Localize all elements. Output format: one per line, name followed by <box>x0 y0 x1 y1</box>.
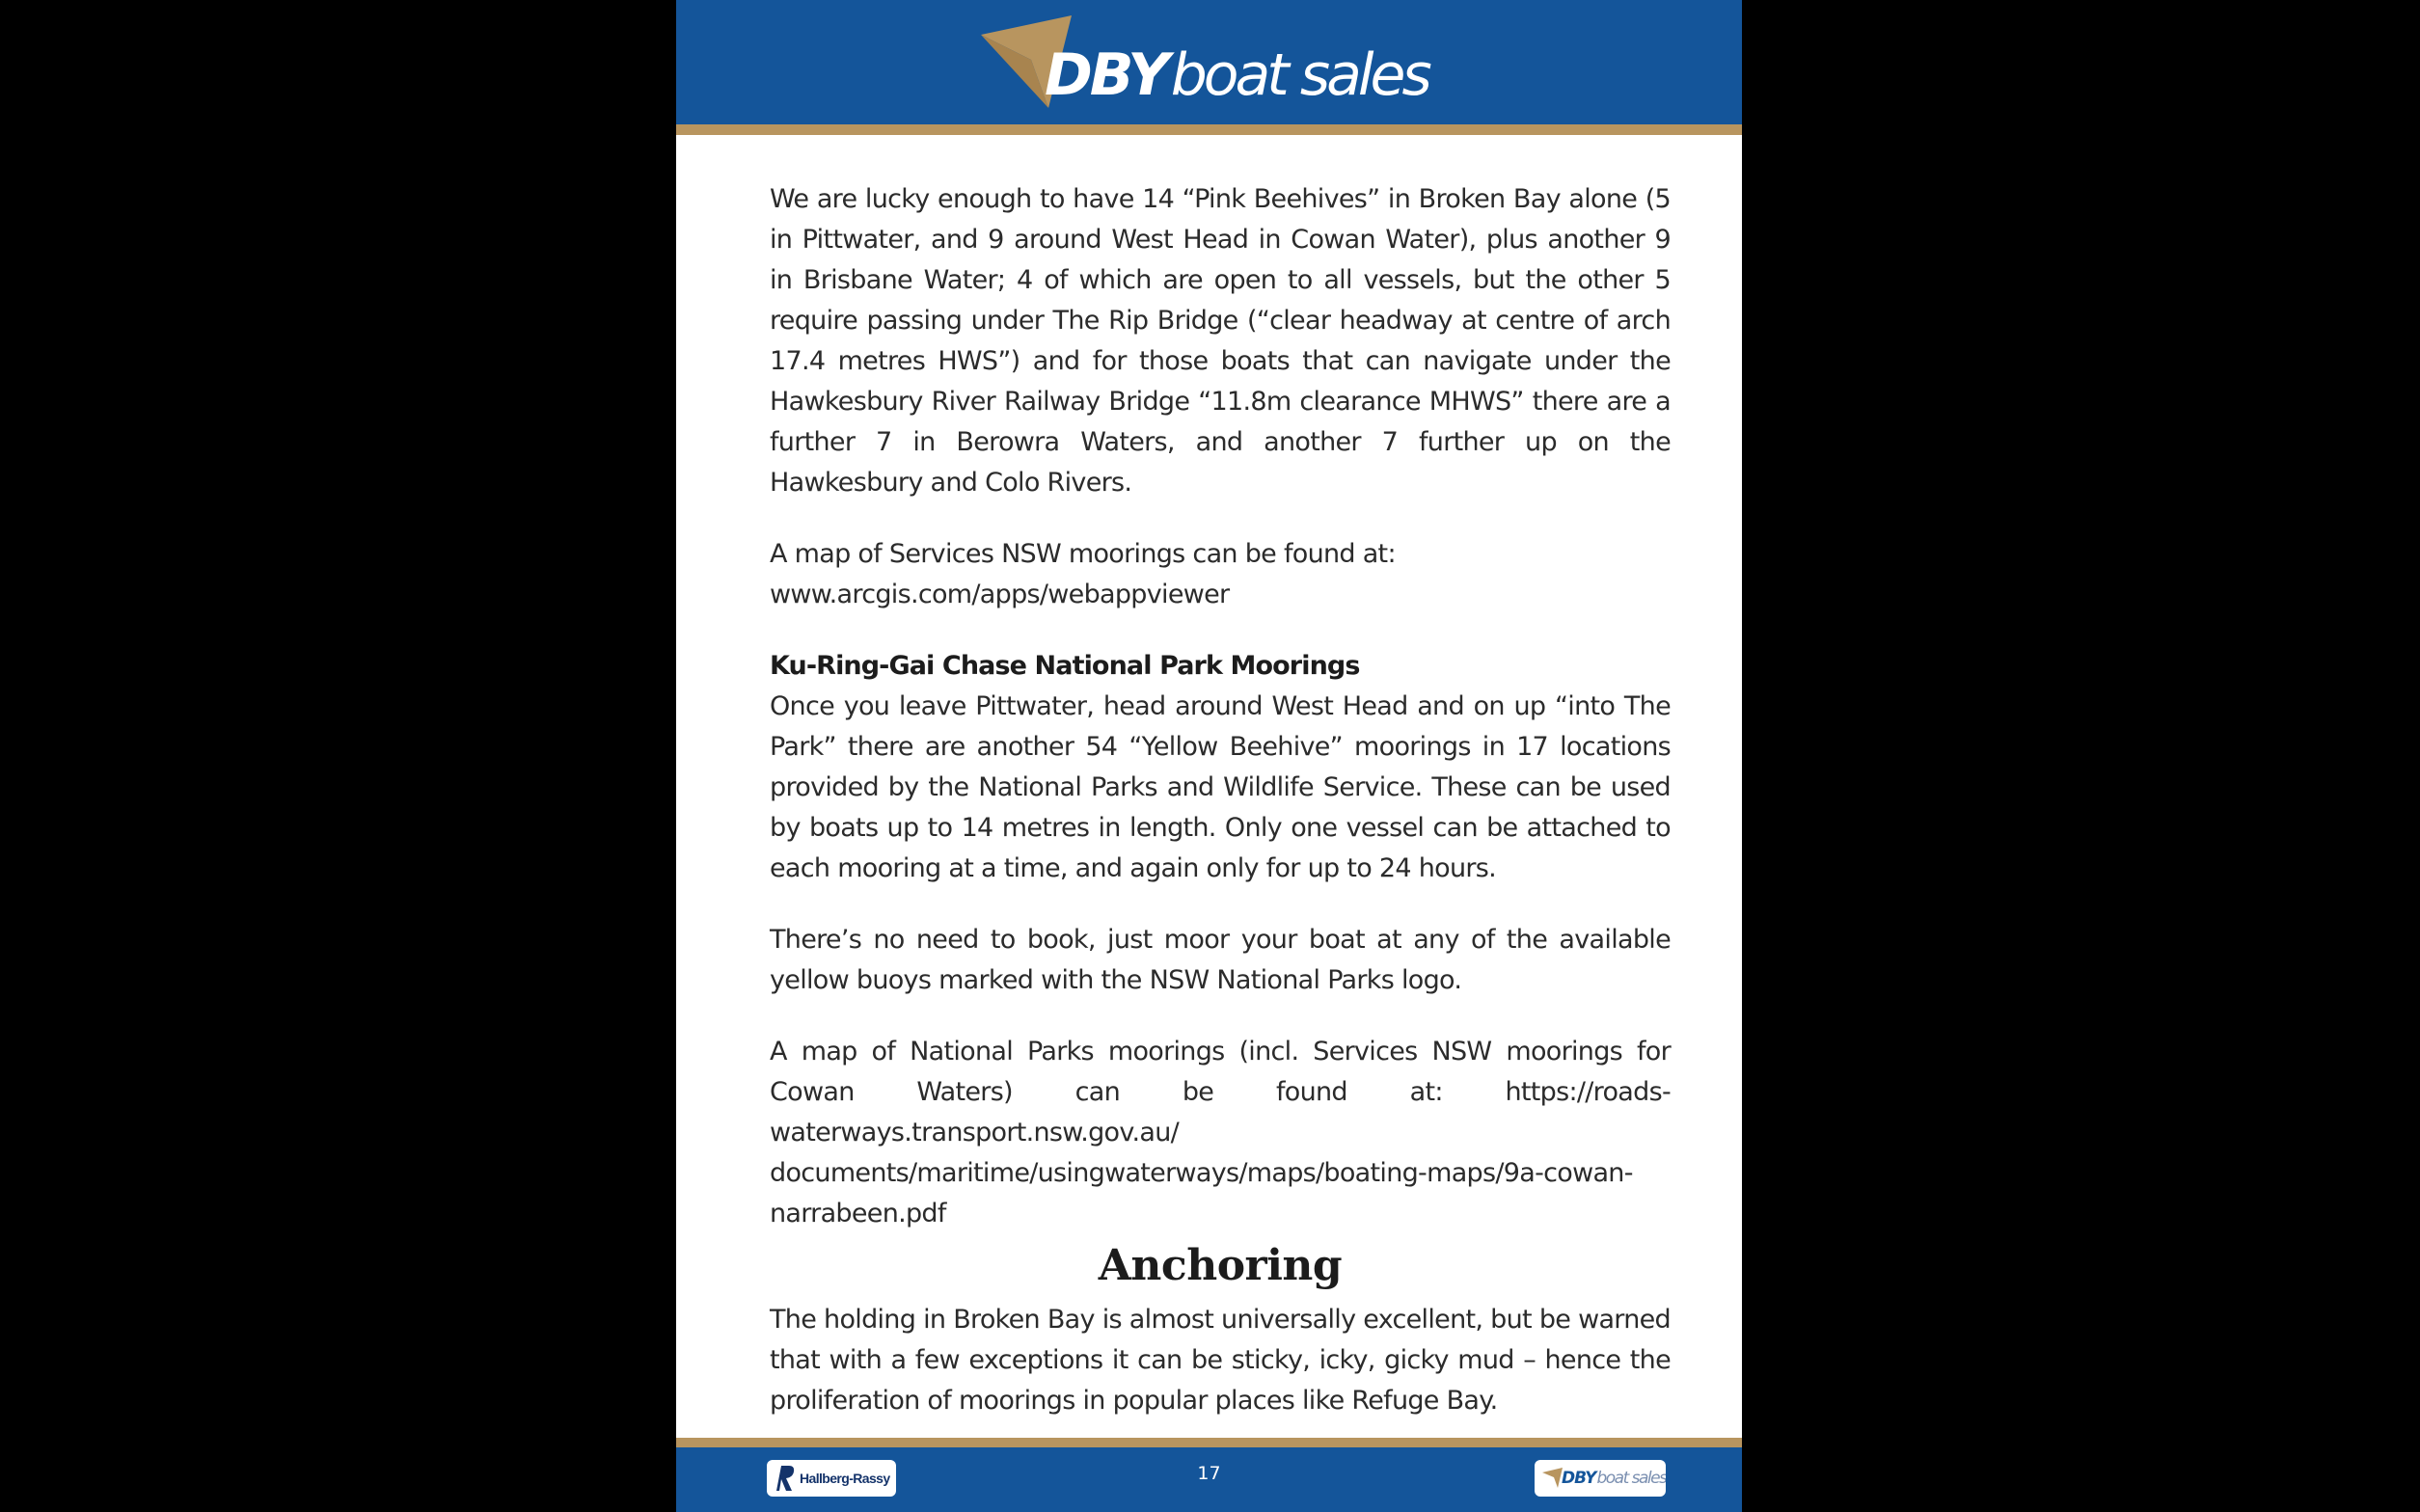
dby-small-wordmark-light: boat sales <box>1596 1468 1666 1488</box>
logo-wordmark-light: boat sales <box>1170 41 1428 109</box>
page-content <box>770 179 1671 1452</box>
paragraph-services-map <box>770 534 1671 615</box>
footer-gold-stripe <box>676 1438 1742 1447</box>
paragraph-anchoring: The holding in Broken Bay is almost universally excellent, but be warned that with a few exceptions it can be sticky, icky, gicky mud – hence the proliferation of moorings in popular places like Refuge Bay. <box>770 1305 1671 1416</box>
services-map-link: www.arcgis.com/apps/webappviewer <box>770 580 1230 609</box>
paragraph-national-park <box>770 646 1671 889</box>
dby-boat-sales-small-logo <box>1535 1460 1666 1497</box>
subheading-national-park-moorings: Ku-Ring-Gai Chase National Park Moorings <box>770 651 1360 681</box>
dby-small-wordmark <box>1562 1468 1666 1488</box>
paragraph-no-booking: There’s no need to book, just moor your boat at any of the available yellow buoys marked with the NSW National Parks logo. <box>770 925 1671 995</box>
logo-wordmark-bold: DBY <box>1045 41 1167 109</box>
paragraph-national-parks-map: A map of National Parks moorings (incl. Services NSW moorings for Cowan Waters) can be found at: https://roads-waterways.transport.nsw.gov.au/ documents/maritime/usingwaterways/maps/boating-maps/9a-cowan-narrabeen.pdf <box>770 1037 1671 1228</box>
page-header <box>676 0 1742 124</box>
header-gold-stripe <box>676 124 1742 135</box>
logo-wordmark <box>1045 41 1428 109</box>
dby-small-arrow-icon <box>1542 1468 1563 1489</box>
services-map-intro: A map of Services NSW moorings can be found at: <box>770 539 1396 569</box>
national-park-text: Once you leave Pittwater, head around West Head and on up “into The Park” there are another 54 “Yellow Beehive” moorings in 17 locations provided by the National Parks and Wildlife Service. These can be used by boats up to 14 metres in length. Only one vessel can be attached to each mooring at a time, and again only for up to 24 hours. <box>770 691 1671 883</box>
dby-small-wordmark-bold: DBY <box>1562 1468 1596 1488</box>
section-title-anchoring: Anchoring <box>1098 1241 1343 1290</box>
page-footer <box>676 1447 1742 1512</box>
page-number: 17 <box>1197 1463 1221 1484</box>
paragraph-pink-beehives: We are lucky enough to have 14 “Pink Beehives” in Broken Bay alone (5 in Pittwater, and 9 around West Head in Cowan Water), plus another 9 in Brisbane Water; 4 of which are open to all vessels, but the other 5 require passing under The Rip Bridge (“clear headway at centre of arch 17.4 metres HWS”) and for those boats that can navigate under the Hawkesbury River Railway Bridge “11.8m clearance MHWS” there are a further 7 in Berowra Waters, and another 7 further up on the Hawkesbury and Colo Rivers. <box>770 184 1671 498</box>
document-page <box>676 0 1742 1512</box>
hallberg-rassy-text: Hallberg-Rassy <box>800 1471 890 1486</box>
dby-boat-sales-logo <box>979 14 1442 112</box>
